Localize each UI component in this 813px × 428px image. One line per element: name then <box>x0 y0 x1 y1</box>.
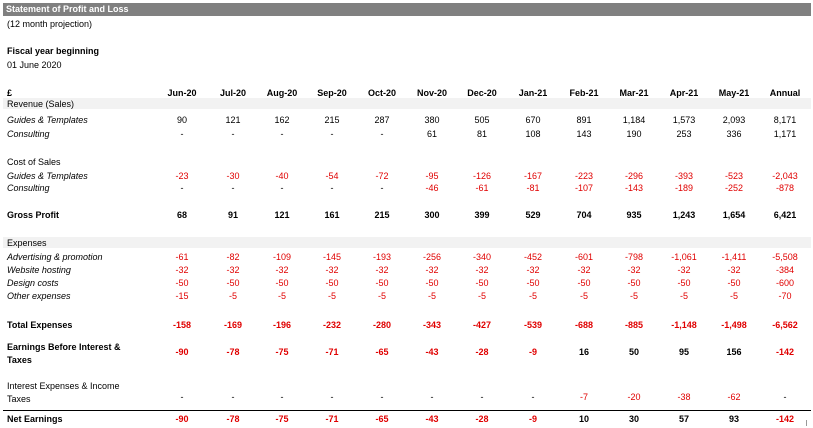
table-cell: 156 <box>726 347 742 357</box>
table-cell: -32 <box>526 265 540 275</box>
table-cell: -75 <box>275 347 289 357</box>
table-cell: - <box>280 183 284 193</box>
table-cell: - <box>380 392 384 402</box>
column-header-aug-20: Aug-20 <box>266 88 298 98</box>
column-header-jun-20: Jun-20 <box>167 88 197 98</box>
column-header-nov-20: Nov-20 <box>416 88 447 98</box>
table-cell: -384 <box>775 265 794 275</box>
table-cell: -9 <box>528 414 537 424</box>
table-cell: -126 <box>472 171 491 181</box>
column-header-apr-21: Apr-21 <box>669 88 699 98</box>
table-cell: 380 <box>424 115 440 125</box>
table-cell: -72 <box>375 171 389 181</box>
table-cell: 91 <box>227 210 238 220</box>
column-header-may-21: May-21 <box>718 88 750 98</box>
sheet-title-bar <box>3 3 811 16</box>
row-label: Revenue (Sales) <box>7 99 75 109</box>
table-cell: 935 <box>626 210 642 220</box>
table-cell: -189 <box>674 183 693 193</box>
table-cell: - <box>380 183 384 193</box>
table-cell: -1,411 <box>721 252 747 262</box>
table-cell: 6,421 <box>773 210 797 220</box>
table-cell: - <box>330 392 334 402</box>
table-cell: -23 <box>175 171 189 181</box>
table-cell: -109 <box>272 252 291 262</box>
table-cell: -393 <box>674 171 693 181</box>
table-cell: 190 <box>626 129 642 139</box>
table-cell: 16 <box>578 347 589 357</box>
table-cell: 68 <box>176 210 187 220</box>
table-cell: 704 <box>576 210 592 220</box>
row-label: Expenses <box>7 238 47 248</box>
row-label: Net Earnings <box>7 414 63 424</box>
table-cell: -82 <box>226 252 240 262</box>
table-cell: - <box>480 392 484 402</box>
table-cell: -539 <box>523 320 542 330</box>
table-cell: -2,043 <box>772 171 798 181</box>
currency-symbol: £ <box>7 88 13 98</box>
table-cell: -343 <box>422 320 441 330</box>
table-cell: -50 <box>727 278 741 288</box>
table-cell: -600 <box>775 278 794 288</box>
table-cell: 90 <box>176 115 187 125</box>
table-cell: 81 <box>476 129 487 139</box>
table-cell: - <box>180 392 184 402</box>
table-cell: -43 <box>425 414 439 424</box>
table-cell: -28 <box>475 347 489 357</box>
sheet-subtitle: (12 month projection) <box>7 19 93 29</box>
table-cell: -427 <box>472 320 491 330</box>
table-cell: -50 <box>475 278 489 288</box>
table-cell: - <box>380 129 384 139</box>
table-cell: -6,562 <box>772 320 798 330</box>
table-cell: -32 <box>727 265 741 275</box>
table-cell: -193 <box>372 252 391 262</box>
table-cell: 670 <box>525 115 541 125</box>
net-earnings-top-border <box>3 410 811 411</box>
table-cell: -43 <box>425 347 439 357</box>
table-cell: -1,061 <box>671 252 697 262</box>
table-cell: -232 <box>322 320 341 330</box>
table-cell: -32 <box>226 265 240 275</box>
table-cell: 399 <box>474 210 490 220</box>
table-cell: -65 <box>375 347 389 357</box>
table-cell: -61 <box>475 183 489 193</box>
table-cell: -32 <box>577 265 591 275</box>
table-cell: 505 <box>474 115 490 125</box>
row-label: Consulting <box>7 183 50 193</box>
table-cell: -90 <box>175 414 189 424</box>
table-cell: -1,148 <box>671 320 697 330</box>
table-cell: -50 <box>425 278 439 288</box>
table-cell: -78 <box>226 414 240 424</box>
table-cell: -885 <box>624 320 643 330</box>
table-cell: 108 <box>525 129 541 139</box>
table-cell: -61 <box>175 252 189 262</box>
table-cell: -78 <box>226 347 240 357</box>
table-cell: -256 <box>422 252 441 262</box>
table-cell: 57 <box>678 414 689 424</box>
table-cell: -32 <box>325 265 339 275</box>
table-cell: - <box>330 129 334 139</box>
table-cell: -62 <box>727 392 741 402</box>
table-cell: -798 <box>624 252 643 262</box>
column-header-feb-21: Feb-21 <box>569 88 599 98</box>
row-label: Website hosting <box>7 265 71 275</box>
table-cell: - <box>531 392 535 402</box>
table-cell: -20 <box>627 392 641 402</box>
table-cell: -95 <box>425 171 439 181</box>
row-label: Guides & Templates <box>7 171 88 181</box>
table-cell: -50 <box>577 278 591 288</box>
table-cell: -1,498 <box>721 320 747 330</box>
table-cell: 1,184 <box>622 115 646 125</box>
table-cell: -878 <box>775 183 794 193</box>
table-cell: 61 <box>426 129 437 139</box>
row-label: Cost of Sales <box>7 157 61 167</box>
table-cell: -32 <box>375 265 389 275</box>
table-cell: -50 <box>627 278 641 288</box>
row-label: Design costs <box>7 278 59 288</box>
table-cell: -452 <box>523 252 542 262</box>
section-band <box>3 237 811 248</box>
table-cell: -145 <box>322 252 341 262</box>
sheet-title: Statement of Profit and Loss <box>6 4 129 14</box>
table-cell: -143 <box>624 183 643 193</box>
table-cell: -65 <box>375 414 389 424</box>
table-cell: 2,093 <box>722 115 746 125</box>
table-cell: 121 <box>274 210 290 220</box>
table-cell: -5 <box>528 291 537 301</box>
table-cell: 162 <box>274 115 290 125</box>
table-cell: - <box>231 129 235 139</box>
table-cell: -5 <box>579 291 588 301</box>
table-cell: -50 <box>275 278 289 288</box>
table-cell: -142 <box>775 414 794 424</box>
table-cell: -169 <box>223 320 242 330</box>
table-cell: -5 <box>377 291 386 301</box>
table-cell: -40 <box>275 171 289 181</box>
table-cell: -158 <box>172 320 191 330</box>
table-cell: -5 <box>427 291 436 301</box>
table-cell: -71 <box>325 414 339 424</box>
table-cell: 50 <box>628 347 639 357</box>
column-header-jan-21: Jan-21 <box>518 88 548 98</box>
row-label: Other expenses <box>7 291 71 301</box>
row-label: Interest Expenses & Income Taxes <box>7 381 120 404</box>
table-cell: -107 <box>574 183 593 193</box>
table-cell: 1,654 <box>722 210 746 220</box>
table-cell: 215 <box>374 210 390 220</box>
table-cell: 215 <box>324 115 340 125</box>
table-cell: -54 <box>325 171 339 181</box>
table-cell: - <box>180 129 184 139</box>
table-cell: -81 <box>526 183 540 193</box>
table-cell: - <box>783 392 787 402</box>
table-cell: -50 <box>175 278 189 288</box>
table-cell: 336 <box>726 129 742 139</box>
table-cell: -32 <box>677 265 691 275</box>
table-cell: 8,171 <box>773 115 797 125</box>
table-cell: 1,573 <box>672 115 696 125</box>
table-cell: - <box>280 129 284 139</box>
table-cell: -5 <box>629 291 638 301</box>
table-cell: -5 <box>679 291 688 301</box>
table-cell: 93 <box>728 414 739 424</box>
column-header-annual: Annual <box>769 88 801 98</box>
table-cell: -32 <box>275 265 289 275</box>
table-cell: - <box>231 183 235 193</box>
table-cell: 529 <box>525 210 541 220</box>
table-cell: -5 <box>228 291 237 301</box>
table-cell: -5 <box>277 291 286 301</box>
table-cell: -196 <box>272 320 291 330</box>
table-cell: -601 <box>574 252 593 262</box>
table-cell: -688 <box>574 320 593 330</box>
table-cell: -50 <box>226 278 240 288</box>
table-cell: - <box>280 392 284 402</box>
column-header-oct-20: Oct-20 <box>367 88 396 98</box>
table-cell: -5 <box>327 291 336 301</box>
table-cell: -142 <box>775 347 794 357</box>
row-label: Gross Profit <box>7 210 60 220</box>
table-cell: - <box>330 183 334 193</box>
row-label: Consulting <box>7 129 50 139</box>
table-cell: -70 <box>778 291 792 301</box>
table-cell: -5,508 <box>772 252 798 262</box>
table-cell: - <box>180 183 184 193</box>
table-cell: -46 <box>425 183 439 193</box>
table-cell: -9 <box>528 347 537 357</box>
table-cell: -280 <box>372 320 391 330</box>
row-label: Guides & Templates <box>7 115 88 125</box>
table-cell: -50 <box>677 278 691 288</box>
column-header-jul-20: Jul-20 <box>219 88 246 98</box>
fiscal-year-label: Fiscal year beginning <box>7 46 100 56</box>
table-cell: -38 <box>677 392 691 402</box>
table-cell: 161 <box>324 210 340 220</box>
text-cursor-icon <box>806 420 807 426</box>
table-cell: -252 <box>724 183 743 193</box>
table-cell: -30 <box>226 171 240 181</box>
table-cell: 1,171 <box>773 129 797 139</box>
table-cell: 253 <box>676 129 692 139</box>
row-label: Total Expenses <box>7 320 73 330</box>
table-cell: -50 <box>375 278 389 288</box>
column-header-mar-21: Mar-21 <box>619 88 649 98</box>
table-cell: -167 <box>523 171 542 181</box>
table-cell: -32 <box>175 265 189 275</box>
table-cell: -71 <box>325 347 339 357</box>
table-cell: 10 <box>578 414 589 424</box>
table-cell: -50 <box>526 278 540 288</box>
table-cell: -340 <box>472 252 491 262</box>
table-cell: - <box>430 392 434 402</box>
table-cell: -32 <box>475 265 489 275</box>
table-cell: 121 <box>225 115 241 125</box>
table-cell: 95 <box>678 347 689 357</box>
table-cell: -28 <box>475 414 489 424</box>
fiscal-year-date: 01 June 2020 <box>7 60 62 70</box>
table-cell: -32 <box>627 265 641 275</box>
table-cell: -223 <box>574 171 593 181</box>
table-cell: -5 <box>477 291 486 301</box>
table-cell: 287 <box>374 115 390 125</box>
table-cell: 30 <box>628 414 639 424</box>
table-cell: -75 <box>275 414 289 424</box>
column-header-sep-20: Sep-20 <box>317 88 347 98</box>
table-cell: -90 <box>175 347 189 357</box>
table-cell: 300 <box>424 210 440 220</box>
table-cell: -296 <box>624 171 643 181</box>
row-label: Advertising & promotion <box>7 252 103 262</box>
table-cell: -523 <box>724 171 743 181</box>
table-cell: - <box>231 392 235 402</box>
column-header-dec-20: Dec-20 <box>467 88 497 98</box>
table-cell: 891 <box>576 115 592 125</box>
table-cell: -7 <box>579 392 588 402</box>
table-cell: -5 <box>729 291 738 301</box>
section-band <box>3 98 811 109</box>
row-label: Earnings Before Interest & Taxes <box>7 342 121 365</box>
table-cell: -15 <box>175 291 189 301</box>
table-cell: 143 <box>576 129 592 139</box>
table-cell: 1,243 <box>672 210 696 220</box>
table-cell: -50 <box>325 278 339 288</box>
table-cell: -32 <box>425 265 439 275</box>
